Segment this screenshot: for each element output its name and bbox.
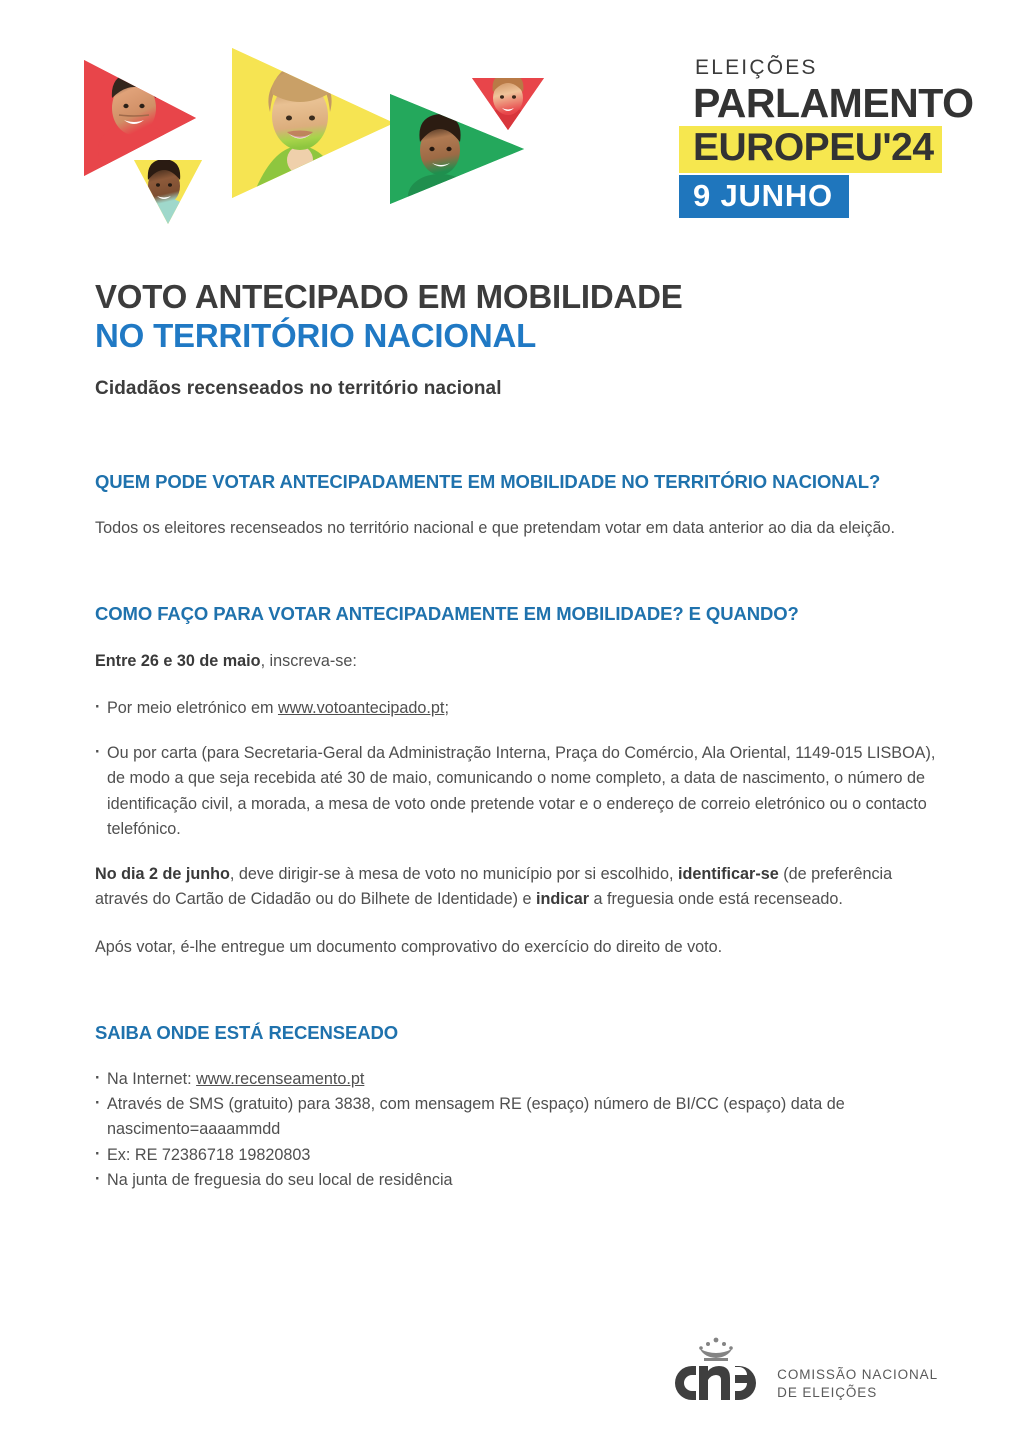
bullet-junta-freguesia: · Na junta de freguesia do seu local de residência (95, 1168, 940, 1193)
hero-triangle-yellow-large (232, 48, 394, 198)
cne-emblem-icon (668, 1335, 764, 1407)
bullet-meio-eletronico (95, 696, 940, 721)
section-3-bullets (95, 1067, 940, 1193)
bullet-1-post: ; (444, 699, 449, 718)
p3-bold-dia: No dia 2 de junho (95, 864, 230, 883)
cne-org-line2: DE ELEIÇÕES (777, 1385, 878, 1401)
hero-triangle-yellow-small (134, 159, 202, 234)
hero-triangle-red-small (472, 73, 544, 140)
section-2-intro-rest: , inscreva-se: (260, 651, 357, 670)
section-2-paragraph-dia2 (95, 862, 940, 913)
logo-election-date: 9 JUNHO (679, 175, 849, 219)
document-body (95, 278, 940, 1193)
p3-bold-indicar: indicar (535, 890, 590, 909)
campaign-logo (679, 56, 974, 218)
page-title-line1: VOTO ANTECIPADO EM MOBILIDADE (95, 278, 683, 315)
section-heading-1: QUEM PODE VOTAR ANTECIPADAMENTE EM MOBILIDADE NO TERRITÓRIO NACIONAL? (95, 470, 881, 492)
section-2-intro (95, 649, 940, 675)
section-quem-pode-votar (95, 470, 940, 542)
logo-eyebrow: ELEIÇÕES (695, 56, 818, 79)
cne-wordmark (777, 1366, 938, 1407)
p3-end: a freguesia onde está recenseado. (589, 890, 843, 909)
logo-europeu: EUROPEU'24 (679, 126, 942, 173)
bullet-por-carta: · Ou por carta (para Secretaria-Geral da Administração Interna, Praça do Comércio, Ala Oriental, 1149-015 LISBOA), de modo a que seja recebida até 30 de maio, comunicando o nome completo, a data de nascimento, o número de identificação civil, a morada, a mesa de voto onde pretende votar e o endereço de correio eletrónico ou o contacto telefónico. (95, 741, 940, 841)
bullet-internet-pre: Na Internet: (107, 1070, 197, 1089)
section-como-faco (95, 602, 940, 961)
section-1-paragraph: Todos os eleitores recenseados no território nacional e que pretendam votar em data anterior ao dia da eleição. (95, 519, 895, 538)
bullet-internet (95, 1067, 940, 1092)
p3-bold-identificar: identificar-se (678, 864, 779, 883)
crown-icon (699, 1338, 733, 1361)
bullet-sms: · Através de SMS (gratuito) para 3838, com mensagem RE (espaço) número de BI/CC (espaço) data de nascimento=aaaammdd (95, 1092, 940, 1142)
section-2-bullets-2 (95, 741, 940, 841)
page-subtitle: Cidadãos recenseados no território nacional (95, 377, 502, 399)
footer-cne-logo (668, 1335, 938, 1407)
link-votoantecipado[interactable]: www.votoantecipado.pt (277, 699, 445, 718)
section-saiba-onde (95, 1021, 940, 1193)
section-2-bullets (95, 696, 940, 721)
section-2-paragraph-apos-votar: Após votar, é-lhe entregue um documento comprovativo do exercício do direito de voto. (95, 937, 723, 956)
bullet-exemplo: · Ex: RE 72386718 19820803 (95, 1143, 940, 1168)
p3-mid-1: , deve dirigir-se à mesa de voto no município por si escolhido, (229, 864, 678, 883)
link-recenseamento[interactable]: www.recenseamento.pt (196, 1070, 365, 1089)
section-2-intro-dates: Entre 26 e 30 de maio (95, 651, 261, 670)
section-heading-3: SAIBA ONDE ESTÁ RECENSEADO (95, 1021, 399, 1043)
page-header (0, 0, 1024, 250)
bullet-1-pre: Por meio eletrónico em (107, 699, 278, 718)
hero-graphic-people-triangles (72, 38, 572, 238)
cne-org-line1: COMISSÃO NACIONAL (777, 1366, 938, 1382)
cne-monogram-icon (675, 1366, 756, 1400)
logo-parlamento: PARLAMENTO (693, 80, 974, 126)
p3-mid-2: (de preferência através do Cartão de Cidadão ou do Bilhete de Identidade) e (95, 864, 893, 909)
section-heading-2: COMO FAÇO PARA VOTAR ANTECIPADAMENTE EM MOBILIDADE? E QUANDO? (95, 603, 799, 625)
page-title-line2: NO TERRITÓRIO NACIONAL (95, 316, 537, 354)
